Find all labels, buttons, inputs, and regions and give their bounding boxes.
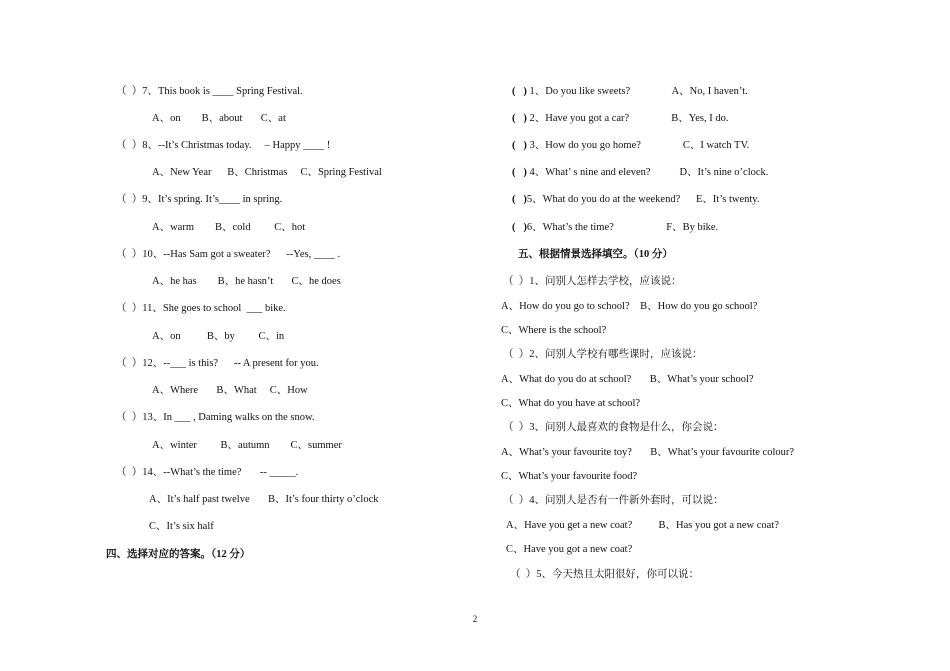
left-line-5: A、warm B、cold C、hot [152, 222, 306, 233]
left-line-13: A、winter B、autumn C、summer [152, 440, 342, 451]
right-line-0 [512, 85, 748, 99]
left-line-2: （ ）8、--It’s Christmas today. – Happy ____ ! [116, 140, 331, 151]
right-line-4 [512, 193, 759, 207]
right-line-15: C、What’s your favourite food? [501, 471, 638, 482]
left-line-7: A、he has B、he hasn’t C、he does [152, 276, 341, 287]
right-line-17: A、Have you get a new coat? B、Has you got a new coat? [506, 520, 779, 531]
left-line-6: （ ）10、--Has Sam got a sweater? --Yes, ____ . [116, 249, 341, 260]
right-line-19: （ ）5、今天热且太阳很好，你可以说： [510, 569, 699, 580]
right-line-8: A、How do you go to school? B、How do you go school? [501, 301, 758, 312]
right-line-3 [512, 166, 768, 180]
right-line-13: （ ）3、问别人最喜欢的食物是什么，你会说： [503, 422, 724, 433]
left-line-3: A、New Year B、Christmas C、Spring Festival [152, 167, 382, 178]
left-line-15: A、It’s half past twelve B、It’s four thirty o’clock [149, 494, 379, 505]
left-line-16: C、It’s six half [149, 521, 214, 532]
left-line-0: （ ）7、This book is ____ Spring Festival. [116, 86, 303, 97]
answer-bracket[interactable]: ( ) [512, 86, 527, 97]
right-line-11: A、What do you do at school? B、What’s your school? [501, 374, 754, 385]
right-line-16: （ ）4、问别人是否有一件新外套时，可以说： [503, 495, 724, 506]
right-line-12: C、What do you have at school? [501, 398, 641, 409]
question-text: 4、What’ s nine and eleven? D、It’s nine o’clock. [526, 167, 769, 178]
question-text: 6、What’s the time? F、By bike. [526, 222, 719, 233]
right-line-2 [512, 139, 749, 153]
answer-bracket[interactable]: ( ) [512, 140, 527, 151]
answer-bracket[interactable]: ( ) [512, 222, 527, 233]
question-text: 1、Do you like sweets? A、No, I haven’t. [526, 86, 748, 97]
right-line-18: C、Have you got a new coat? [506, 544, 633, 555]
right-line-14: A、What’s your favourite toy? B、What’s your favourite colour? [501, 447, 795, 458]
left-line-12: （ ）13、In ___ , Daming walks on the snow. [116, 412, 315, 423]
right-line-1 [512, 112, 729, 126]
right-line-5 [512, 221, 718, 235]
answer-bracket[interactable]: ( ) [512, 194, 527, 205]
left-line-17: 四、选择对应的答案。（12 分） [106, 549, 251, 560]
right-line-7: （ ）1、问别人怎样去学校，应该说： [503, 276, 682, 287]
right-line-9: C、Where is the school? [501, 325, 607, 336]
left-line-9: A、on B、by C、in [152, 331, 285, 342]
page-number: 2 [472, 614, 478, 624]
question-text: 5、What do you do at the weekend? E、It’s twenty. [526, 194, 760, 205]
right-line-6: 五、根据情景选择填空。（10 分） [518, 249, 673, 260]
question-text: 2、Have you got a car? B、Yes, I do. [526, 113, 729, 124]
right-line-10: （ ）2、问别人学校有哪些课时，应该说： [503, 349, 703, 360]
left-line-11: A、Where B、What C、How [152, 385, 308, 396]
left-line-14: （ ）14、--What’s the time? -- _____. [116, 467, 299, 478]
question-text: 3、How do you go home? C、I watch TV. [526, 140, 750, 151]
left-line-8: （ ）11、She goes to school ___ bike. [116, 303, 286, 314]
left-line-10: （ ）12、--___ is this? -- A present for you. [116, 358, 319, 369]
left-line-4: （ ）9、It’s spring. It’s____ in spring. [116, 194, 283, 205]
answer-bracket[interactable]: ( ) [512, 167, 527, 178]
answer-bracket[interactable]: ( ) [512, 113, 527, 124]
left-line-1: A、on B、about C、at [152, 113, 286, 124]
